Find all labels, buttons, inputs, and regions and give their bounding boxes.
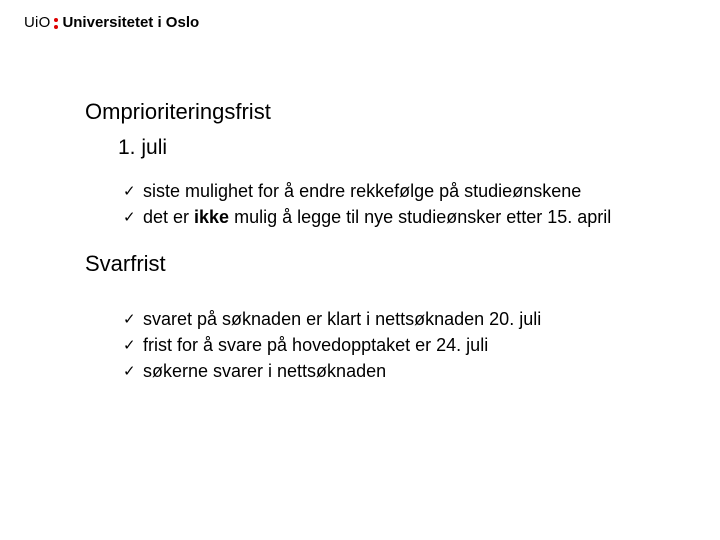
list-item-text-post: mulig å legge til nye studieønsker etter 15. april: [229, 207, 612, 227]
section-omprioritering: [85, 98, 705, 230]
checkmark-icon: ✓: [123, 336, 136, 354]
list-item: [85, 178, 705, 204]
list-item-text: siste mulighet for å endre rekkefølge på studieønskene: [143, 181, 582, 201]
logo-dots-icon: [54, 18, 58, 29]
logo-short-text: UiO: [24, 14, 51, 31]
check-list: [85, 178, 705, 230]
list-item: [85, 332, 705, 358]
checkmark-icon: ✓: [123, 208, 136, 226]
check-list: [85, 306, 705, 384]
section-title: Omprioriteringsfrist: [85, 99, 271, 124]
list-item-text: søkerne svarer i nettsøknaden: [143, 361, 387, 381]
list-item: [85, 204, 705, 230]
checkmark-icon: ✓: [123, 310, 136, 328]
logo-name-text: Universitetet i Oslo: [62, 14, 200, 31]
list-item-text-pre: det er: [143, 207, 195, 227]
list-item-text: frist for å svare på hovedopptaket er 24. juli: [143, 335, 489, 355]
list-item-text-bold: ikke: [194, 207, 230, 227]
section-title: Svarfrist: [85, 251, 166, 276]
slide-content: [85, 98, 705, 384]
checkmark-icon: ✓: [123, 182, 136, 200]
section-svarfrist: [85, 250, 705, 384]
list-item: [85, 306, 705, 332]
checkmark-icon: ✓: [123, 362, 136, 380]
list-item: [85, 358, 705, 384]
list-item-text: svaret på søknaden er klart i nettsøknaden 20. juli: [143, 309, 542, 329]
section-date: 1. juli: [118, 136, 168, 159]
uio-logo: [24, 13, 199, 33]
